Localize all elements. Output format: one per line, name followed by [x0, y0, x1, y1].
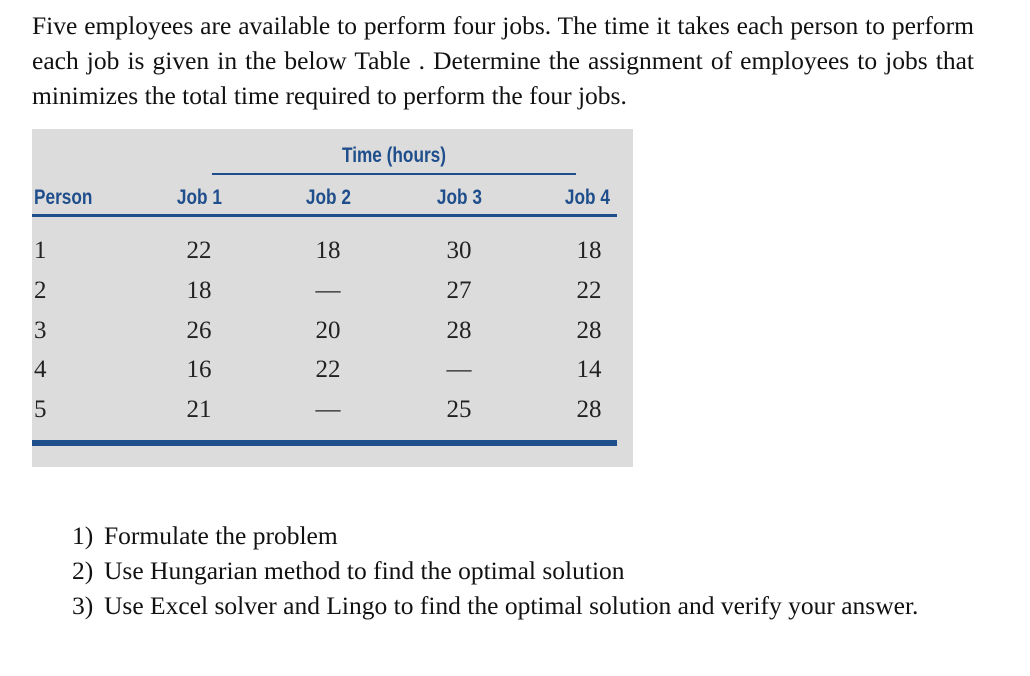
job-1-cell: 16 [186, 356, 212, 383]
question-item [72, 553, 952, 588]
job-2-cell: — [315, 396, 341, 423]
job-2-cell: — [315, 277, 341, 304]
job-4-cell: 28 [576, 317, 602, 344]
job-4-cell: 28 [576, 396, 602, 423]
question-item [72, 588, 952, 623]
table-row [32, 391, 617, 429]
job-3-cell: — [446, 356, 472, 383]
table-row [32, 232, 617, 270]
job-3-cell: 25 [446, 396, 472, 423]
header-divider [32, 214, 617, 217]
column-header-person: Person [34, 186, 93, 209]
person-cell: 3 [34, 317, 47, 344]
job-3-cell: 28 [446, 317, 472, 344]
question-text: Formulate the problem [104, 521, 338, 550]
question-text: Use Hungarian method to find the optimal solution [104, 556, 625, 585]
question-list [72, 518, 952, 623]
table-row [32, 312, 617, 350]
time-group-header: Time (hours) [212, 141, 576, 175]
time-table: Time (hours) Person Job 1 Job 2 Job 3 Job 4 1 22 18 30 18 2 18 — 27 22 3 26 20 28 28 4 16 22 — 14 5 21 — 25 28 [32, 129, 633, 467]
job-2-cell: 18 [315, 237, 341, 264]
job-2-cell: 22 [315, 356, 341, 383]
person-cell: 4 [34, 356, 47, 383]
problem-statement: Five employees are available to perform four jobs. The time it takes each person to perform each job is given in the below Table . Determine the assignment of employees to jobs that minimizes the total time required to perform the four jobs. [32, 11, 974, 110]
question-item [72, 518, 952, 553]
person-cell: 2 [34, 277, 47, 304]
person-cell: 1 [34, 237, 47, 264]
job-2-cell: 20 [315, 317, 341, 344]
table-bottom-rule [32, 440, 617, 446]
job-4-cell: 14 [576, 356, 602, 383]
job-4-cell: 22 [576, 277, 602, 304]
question-number: 3) [72, 591, 94, 620]
question-number: 1) [72, 521, 94, 550]
job-1-cell: 22 [186, 237, 212, 264]
job-1-cell: 26 [186, 317, 212, 344]
table-row [32, 272, 617, 310]
job-4-cell: 18 [576, 237, 602, 264]
person-cell: 5 [34, 396, 47, 423]
table-row [32, 351, 617, 389]
job-3-cell: 27 [446, 277, 472, 304]
job-1-cell: 21 [186, 396, 212, 423]
question-text: Use Excel solver and Lingo to find the optimal solution and verify your answer. [104, 591, 919, 620]
job-3-cell: 30 [446, 237, 472, 264]
question-number: 2) [72, 556, 94, 585]
job-1-cell: 18 [186, 277, 212, 304]
